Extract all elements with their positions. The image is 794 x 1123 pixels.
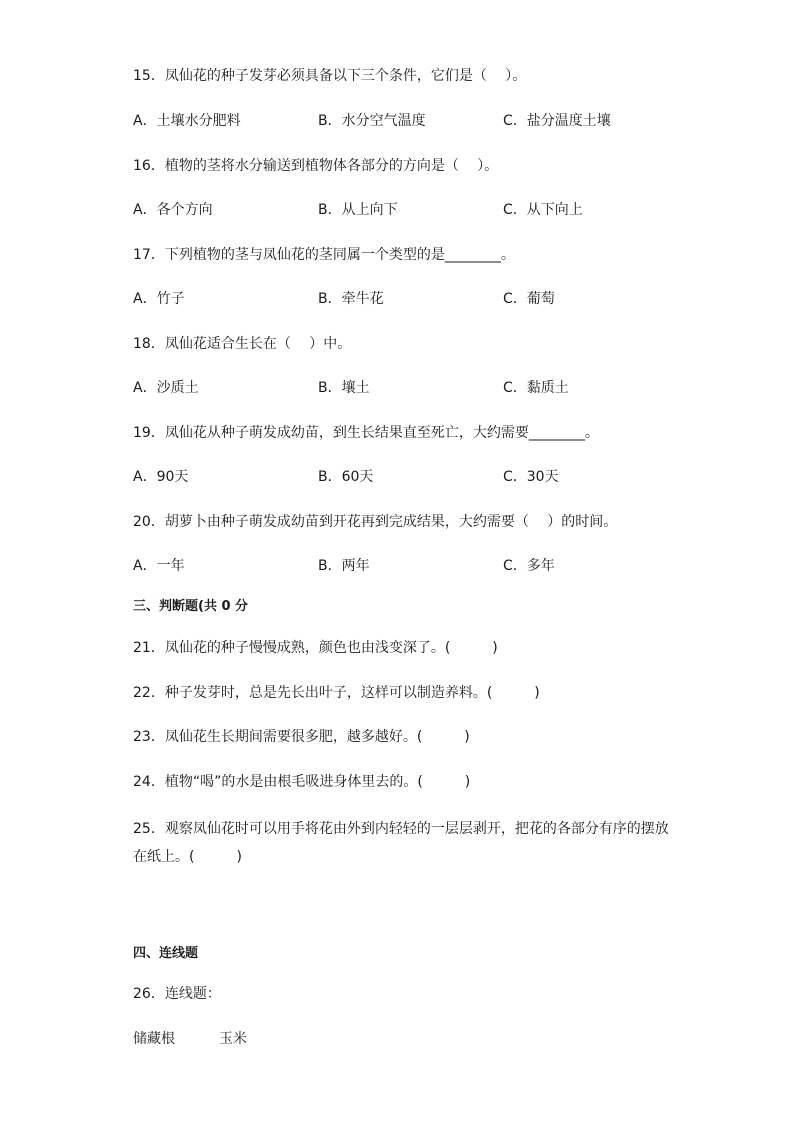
question-15-option-c: C．盐分温度土壤 (503, 113, 611, 129)
question-15-stem: 15．凤仙花的种子发芽必须具备以下三个条件，它们是（ ）。 (133, 68, 527, 84)
question-18-option-a: A．沙质土 (133, 380, 199, 396)
question-18-option-b: B．壤土 (318, 380, 370, 396)
question-15-option-a: A．土壤水分肥料 (133, 113, 241, 129)
question-22: 22．种子发芽时，总是先长出叶子，这样可以制造养料。( ) (133, 685, 540, 701)
question-17-stem: 17．下列植物的茎与凤仙花的茎同属一个类型的是________。 (133, 247, 515, 263)
question-26-stem: 26．连线题： (133, 986, 221, 1002)
question-17-option-a: A．竹子 (133, 291, 185, 307)
question-15-option-b: B．水分空气温度 (318, 113, 426, 129)
question-19-option-b: B．60天 (318, 469, 374, 485)
question-18-stem: 18．凤仙花适合生长在（ ）中。 (133, 336, 352, 352)
question-20-option-a: A．一年 (133, 558, 185, 574)
question-19-stem: 19．凤仙花从种子萌发成幼苗，到生长结果直至死亡，大约需要________。 (133, 425, 599, 441)
question-17-option-b: B．牵牛花 (318, 291, 384, 307)
question-16-option-a: A．各个方向 (133, 202, 213, 218)
question-18-option-c: C．黏质土 (503, 380, 569, 396)
question-21: 21．凤仙花的种子慢慢成熟，颜色也由浅变深了。( ) (133, 640, 498, 656)
question-19-option-a: A．90天 (133, 469, 189, 485)
question-16-option-b: B．从上向下 (318, 202, 398, 218)
matching-right-item: 玉米 (219, 1031, 247, 1047)
section-4-heading: 四、连线题 (133, 946, 199, 961)
question-17-option-c: C．葡萄 (503, 291, 555, 307)
question-20-option-b: B．两年 (318, 558, 370, 574)
question-20-stem: 20．胡萝卜由种子萌发成幼苗到开花再到完成结果，大约需要（ ）的时间。 (133, 514, 618, 530)
question-23: 23．凤仙花生长期间需要很多肥，越多越好。( ) (133, 729, 470, 745)
question-24: 24．植物“喝”的水是由根毛吸进身体里去的。( ) (133, 774, 471, 790)
question-20-option-c: C．多年 (503, 558, 555, 574)
question-25: 25．观察凤仙花时可以用手将花由外到内轻轻的一层层剥开，把花的各部分有序的摆放在纸上。( ) (133, 821, 669, 865)
question-16-stem: 16．植物的茎将水分输送到植物体各部分的方向是（ ）。 (133, 158, 499, 174)
section-3-heading: 三、判断题(共 0 分 (133, 599, 249, 614)
question-19-option-c: C．30天 (503, 469, 559, 485)
matching-left-item: 储藏根 (133, 1031, 175, 1047)
question-16-option-c: C．从下向上 (503, 202, 583, 218)
